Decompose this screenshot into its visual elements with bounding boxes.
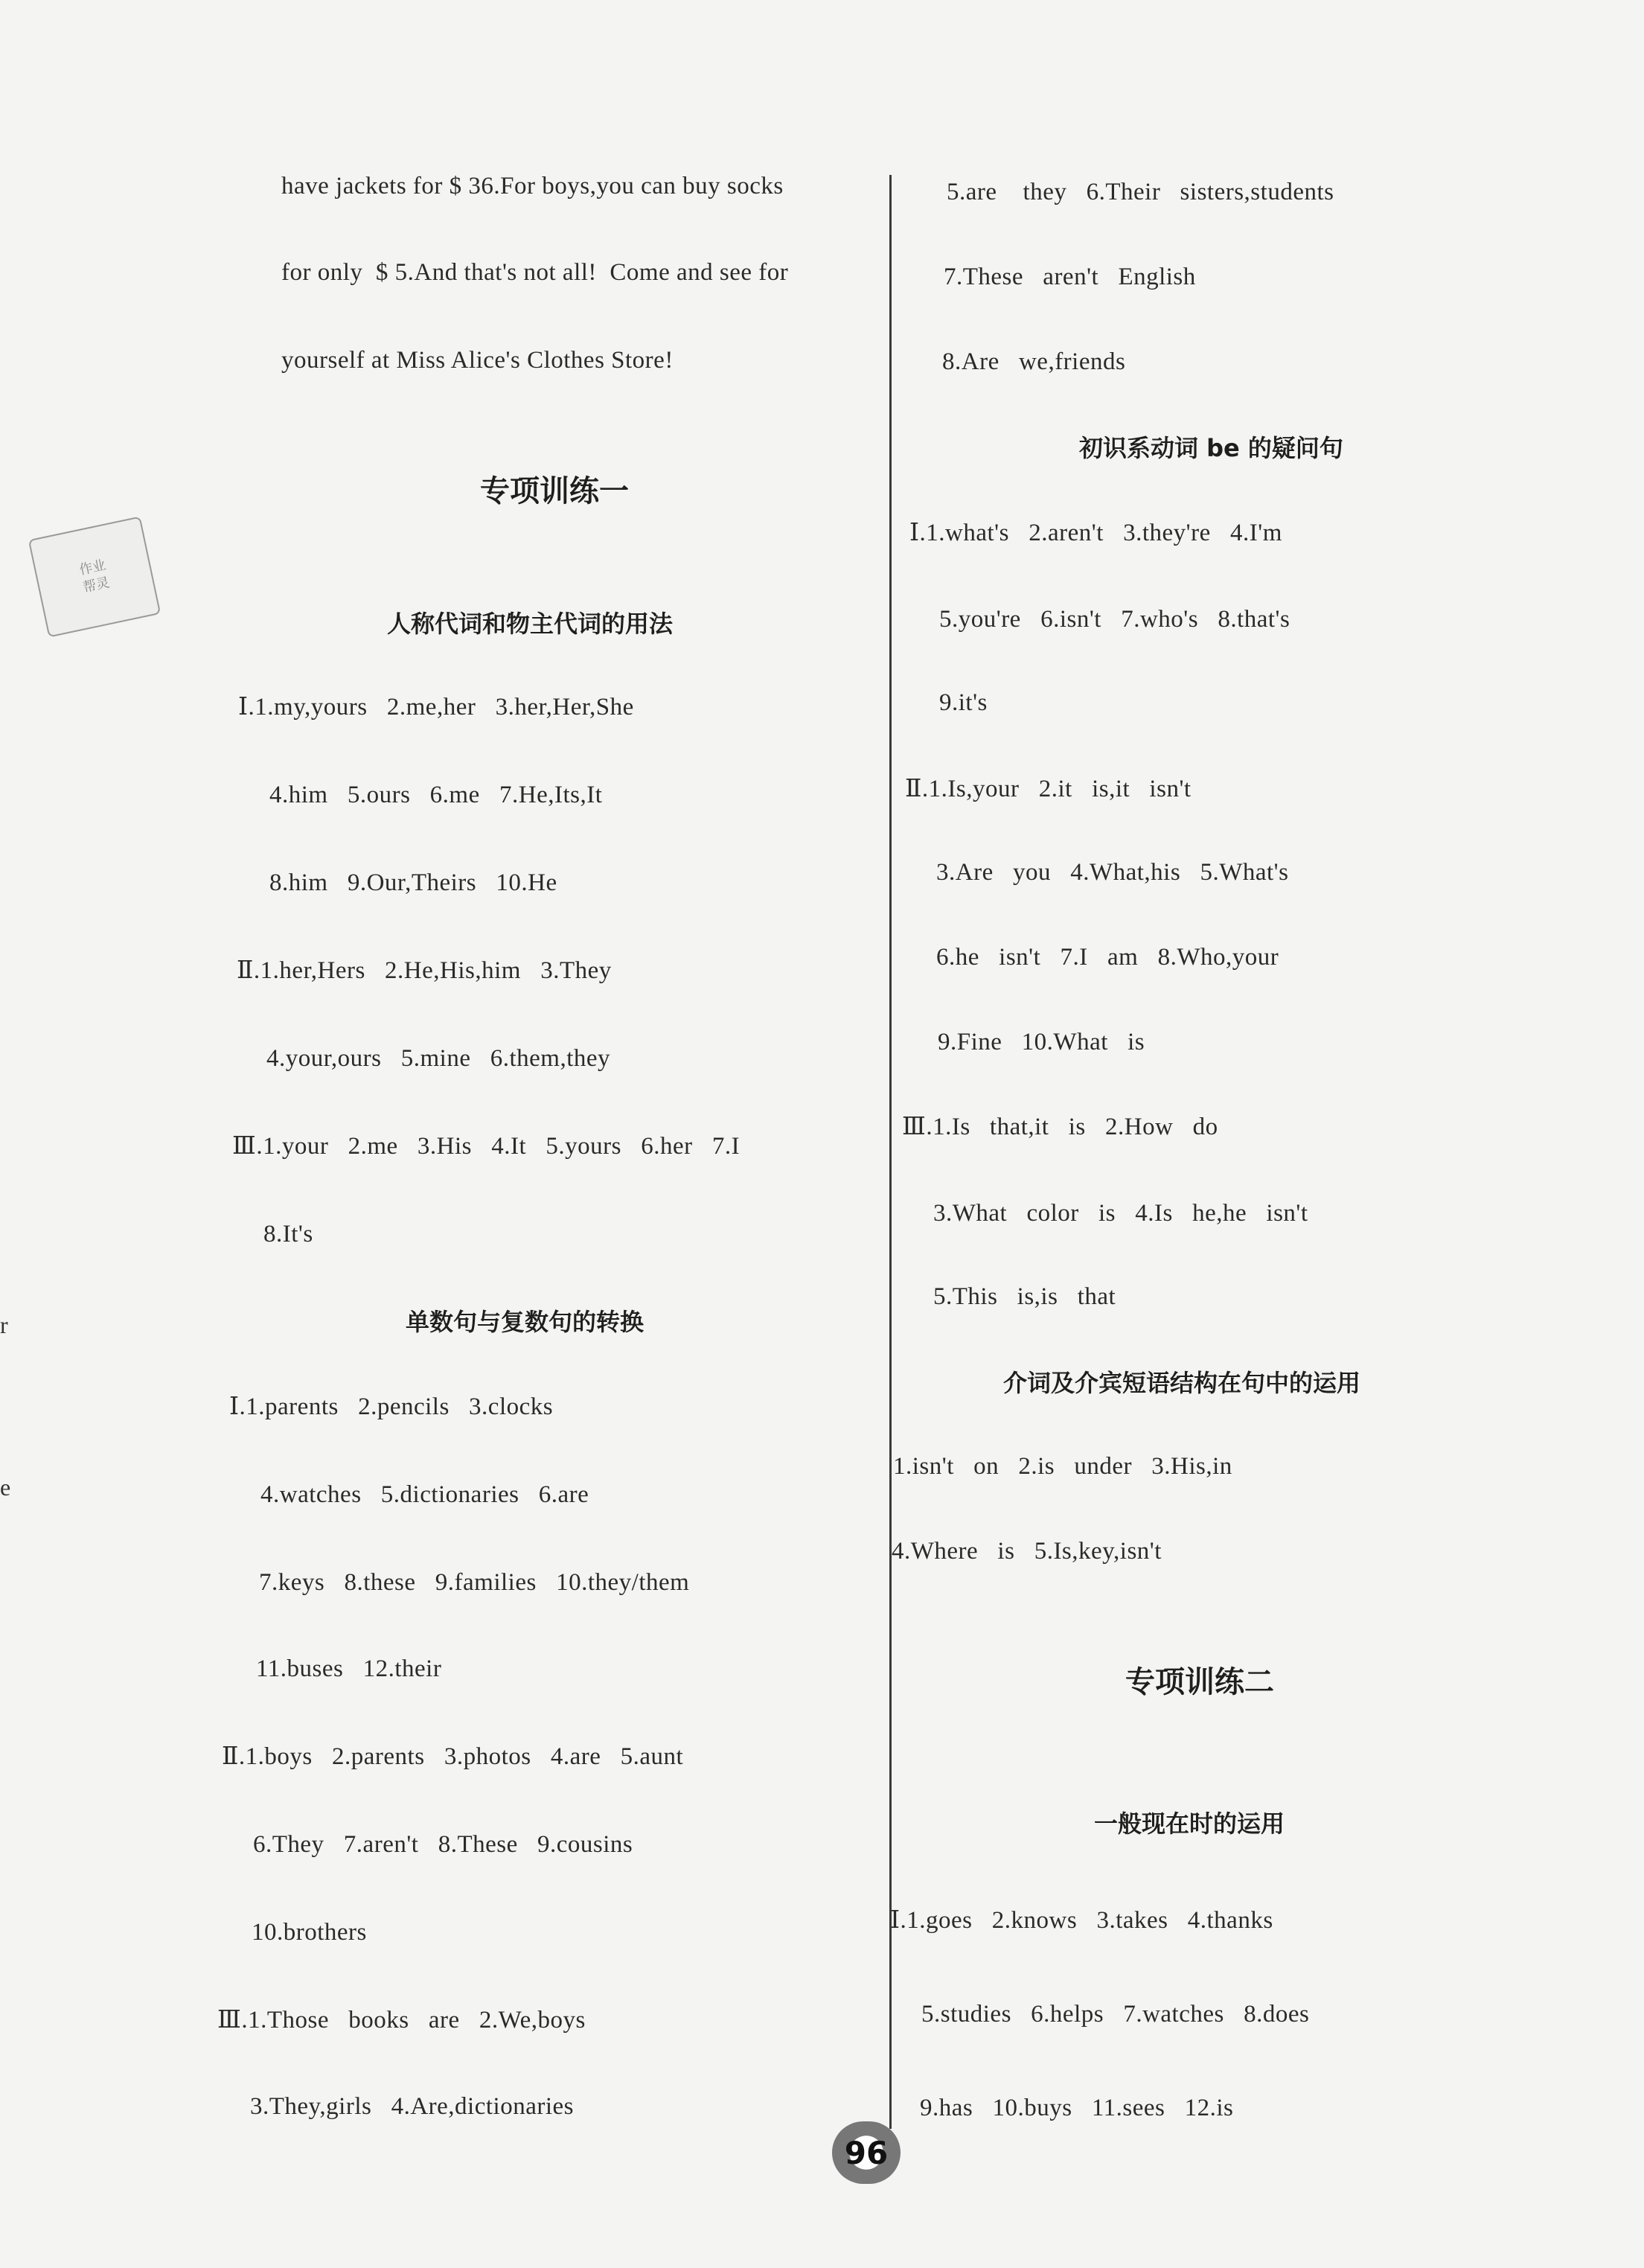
answer-line: 5.you're 6.isn't 7.who's 8.that's xyxy=(939,606,1290,633)
page-number: 96 xyxy=(844,2134,889,2171)
margin-letter: r xyxy=(0,1312,8,1338)
answer-line: Ⅰ.1.parents 2.pencils 3.clocks xyxy=(229,1393,554,1420)
answer-line: 6.he isn't 7.I am 8.Who,your xyxy=(936,944,1279,971)
answer-line: Ⅰ.1.goes 2.knows 3.takes 4.thanks xyxy=(890,1907,1273,1934)
answer-line: Ⅱ.1.her,Hers 2.He,His,him 3.They xyxy=(237,957,612,984)
margin-letter: e xyxy=(0,1474,11,1501)
intro-line: 8.Are we,friends xyxy=(942,348,1126,375)
answer-line: 8.him 9.Our,Theirs 10.He xyxy=(269,869,557,896)
topic-heading: 一般现在时的运用 xyxy=(1094,1809,1285,1838)
answer-line: 4.your,ours 5.mine 6.them,they xyxy=(266,1045,611,1072)
intro-line: yourself at Miss Alice's Clothes Store! xyxy=(281,347,674,374)
section-title: 专项训练一 xyxy=(480,474,629,508)
answer-line: Ⅱ.1.Is,your 2.it is,it isn't xyxy=(905,776,1192,802)
stamp-logo: 作业 帮灵 xyxy=(28,516,161,637)
answer-line: 9.Fine 10.What is xyxy=(938,1029,1145,1055)
answer-line: 7.keys 8.these 9.families 10.they/them xyxy=(259,1569,690,1596)
intro-line: have jackets for $ 36.For boys,you can buy socks xyxy=(281,173,784,199)
answer-line: 4.watches 5.dictionaries 6.are xyxy=(260,1481,589,1508)
column-divider xyxy=(889,175,892,2129)
answer-line: 4.him 5.ours 6.me 7.He,Its,It xyxy=(269,782,603,808)
topic-heading: 初识系动词 be 的疑问句 xyxy=(1079,434,1343,462)
answer-line: Ⅲ.1.your 2.me 3.His 4.It 5.yours 6.her 7.I xyxy=(232,1133,741,1160)
topic-heading: 介词及介宾短语结构在句中的运用 xyxy=(1003,1369,1361,1397)
topic-heading: 单数句与复数句的转换 xyxy=(406,1308,645,1336)
section-title: 专项训练二 xyxy=(1125,1665,1274,1699)
page-number-badge xyxy=(832,2121,901,2184)
answer-line: 3.They,girls 4.Are,dictionaries xyxy=(250,2093,574,2120)
intro-line: 7.These aren't English xyxy=(944,263,1196,290)
answer-line: 4.Where is 5.Is,key,isn't xyxy=(892,1538,1162,1565)
answer-line: 9.it's xyxy=(939,689,988,716)
answer-line: 6.They 7.aren't 8.These 9.cousins xyxy=(253,1831,633,1858)
answer-line: 10.brothers xyxy=(252,1919,367,1946)
answer-line: 11.buses 12.their xyxy=(256,1655,442,1682)
answer-line: Ⅰ.1.what's 2.aren't 3.they're 4.I'm xyxy=(909,520,1282,546)
answer-line: Ⅱ.1.boys 2.parents 3.photos 4.are 5.aunt xyxy=(222,1743,684,1770)
answer-line: Ⅲ.1.Is that,it is 2.How do xyxy=(902,1114,1218,1140)
answer-line: Ⅰ.1.my,yours 2.me,her 3.her,Her,She xyxy=(238,694,634,721)
answer-line: 3.Are you 4.What,his 5.What's xyxy=(936,859,1289,886)
answer-line: 3.What color is 4.Is he,he isn't xyxy=(933,1200,1308,1227)
answer-line: Ⅲ.1.Those books are 2.We,boys xyxy=(217,2007,586,2034)
topic-heading: 人称代词和物主代词的用法 xyxy=(387,610,674,638)
answer-line: 8.It's xyxy=(263,1221,313,1248)
answer-line: 9.has 10.buys 11.sees 12.is xyxy=(920,2095,1234,2121)
intro-line: for only $ 5.And that's not all! Come and see for xyxy=(281,259,789,286)
answer-line: 1.isn't on 2.is under 3.His,in xyxy=(893,1453,1232,1480)
intro-line: 5.are they 6.Their sisters,students xyxy=(947,179,1334,205)
answer-line: 5.This is,is that xyxy=(933,1283,1116,1310)
answer-line: 5.studies 6.helps 7.watches 8.does xyxy=(921,2001,1310,2028)
